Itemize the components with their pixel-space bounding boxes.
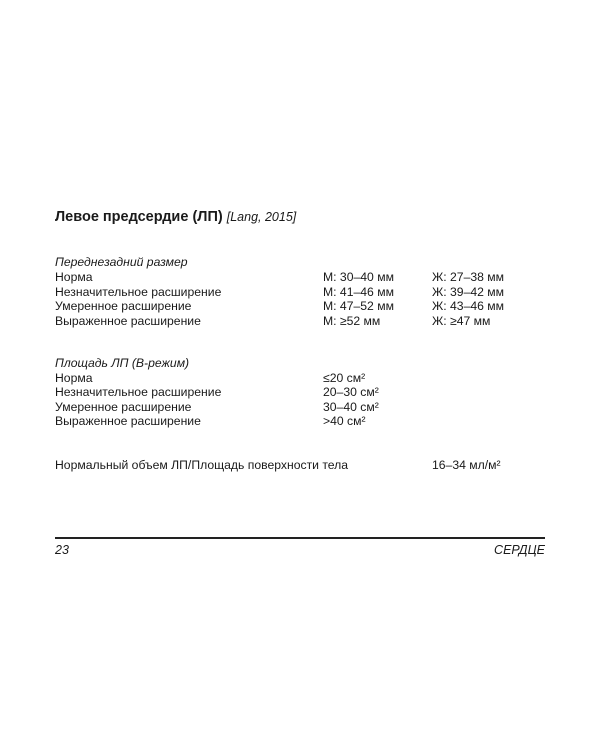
row-male: М: 30–40 мм bbox=[323, 270, 394, 284]
row-label: Норма bbox=[55, 270, 93, 284]
row-female: Ж: ≥47 мм bbox=[432, 314, 491, 328]
volume-label: Нормальный объем ЛП/Площадь поверхности тела bbox=[55, 458, 349, 472]
row-female: Ж: 43–46 мм bbox=[432, 299, 505, 313]
section-heading-area: Площадь ЛП (В-режим) bbox=[55, 356, 190, 370]
row-value: >40 см² bbox=[323, 414, 366, 428]
citation: [Lang, 2015] bbox=[226, 210, 297, 224]
row-label: Умеренное расширение bbox=[55, 299, 192, 313]
row-male: М: ≥52 мм bbox=[323, 314, 381, 328]
row-value: 30–40 см² bbox=[323, 400, 379, 414]
row-male: М: 41–46 мм bbox=[323, 285, 394, 299]
running-section-title: СЕРДЦЕ bbox=[494, 543, 545, 557]
row-value: ≤20 см² bbox=[323, 371, 366, 385]
row-female: Ж: 39–42 мм bbox=[432, 285, 505, 299]
row-female: Ж: 27–38 мм bbox=[432, 270, 505, 284]
title-text: Левое предсердие (ЛП) bbox=[55, 209, 223, 225]
row-value: 20–30 см² bbox=[323, 385, 379, 399]
row-label: Норма bbox=[55, 371, 93, 385]
section-heading-ap-size: Переднезадний размер bbox=[55, 255, 188, 269]
row-label: Умеренное расширение bbox=[55, 400, 192, 414]
page-number: 23 bbox=[55, 543, 69, 557]
page-title bbox=[55, 209, 296, 225]
row-label: Выраженное расширение bbox=[55, 414, 201, 428]
volume-value: 16–34 мл/м² bbox=[432, 458, 501, 472]
row-male: М: 47–52 мм bbox=[323, 299, 394, 313]
footer-divider bbox=[55, 537, 545, 539]
row-label: Незначительное расширение bbox=[55, 285, 222, 299]
row-label: Выраженное расширение bbox=[55, 314, 201, 328]
row-label: Незначительное расширение bbox=[55, 385, 222, 399]
